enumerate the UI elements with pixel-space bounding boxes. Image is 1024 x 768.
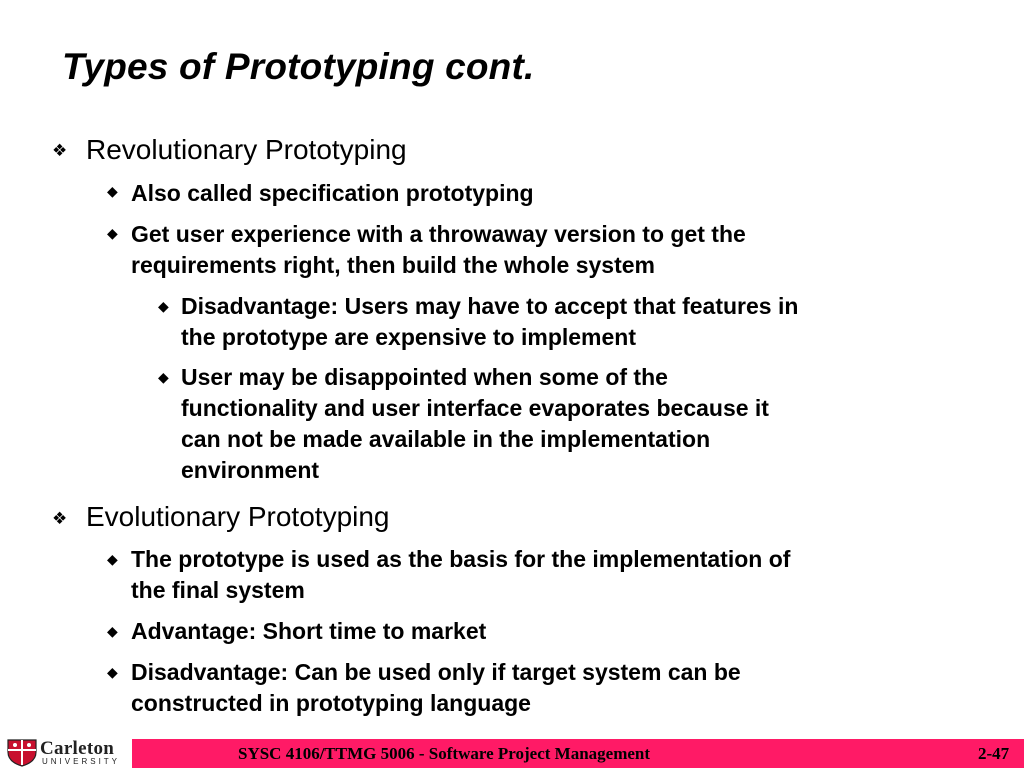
bullet-icon: ◆ xyxy=(107,665,118,681)
footer-page-number: 2-47 xyxy=(978,744,1010,763)
logo-subtitle: UNIVERSITY xyxy=(42,757,121,766)
logo-name: Carleton xyxy=(40,738,115,759)
crest-icon xyxy=(4,737,40,767)
bullet-disappointed-line1: User may be disappointed when some of the xyxy=(181,364,668,390)
bullet-disappointed-line4: environment xyxy=(181,457,320,483)
bullet-user-experience-line1: Get user experience with a throwaway version to get the xyxy=(131,221,746,247)
bullet-revolutionary: Revolutionary Prototyping xyxy=(86,134,407,165)
bullet-basis-line1: The prototype is used as the basis for the implementation of xyxy=(131,546,791,572)
bullet-basis-line2: the final system xyxy=(131,577,305,603)
diamond-bullet-icon: ❖ xyxy=(52,509,68,529)
bullet-disadvantage-line1: Disadvantage: Users may have to accept that features in xyxy=(181,293,799,319)
bullet-disappointed-line3: can not be made available in the implementation xyxy=(181,426,711,452)
bullet-advantage: Advantage: Short time to market xyxy=(131,618,487,644)
slide-title: Types of Prototyping cont. xyxy=(62,46,535,87)
bullet-icon: ◆ xyxy=(107,184,118,200)
bullet-icon: ◆ xyxy=(107,552,118,568)
bullet-user-experience-line2: requirements right, then build the whole system xyxy=(131,252,655,278)
bullet-icon: ◆ xyxy=(158,370,169,386)
bullet-icon: ◆ xyxy=(158,299,169,315)
bullet-disadvantage2-line2: constructed in prototyping language xyxy=(131,690,531,716)
bullet-disadvantage-line2: the prototype are expensive to implement xyxy=(181,324,637,350)
bullet-evolutionary: Evolutionary Prototyping xyxy=(86,501,390,532)
bullet-spec-prototyping: Also called specification prototyping xyxy=(131,180,534,206)
bullet-icon: ◆ xyxy=(107,226,118,242)
footer-course: SYSC 4106/TTMG 5006 - Software Project Management xyxy=(238,744,651,763)
diamond-bullet-icon: ❖ xyxy=(52,141,68,161)
bullet-icon: ◆ xyxy=(107,624,118,640)
bullet-disappointed-line2: functionality and user interface evaporates because it xyxy=(181,395,769,421)
bullet-disadvantage2-line1: Disadvantage: Can be used only if target system can be xyxy=(131,659,741,685)
